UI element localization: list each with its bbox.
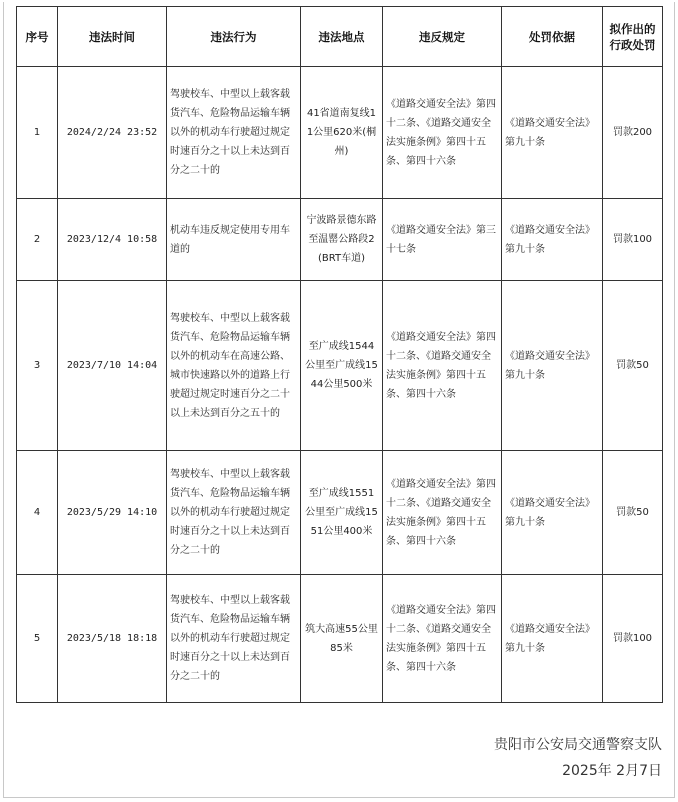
cell-basis: 《道路交通安全法》第九十条 bbox=[502, 199, 603, 281]
table-row bbox=[17, 281, 663, 451]
cell-regulation: 《道路交通安全法》第三十七条 bbox=[383, 199, 502, 281]
header-serial: 序号 bbox=[17, 7, 58, 67]
cell-behavior: 驾驶校车、中型以上载客载货汽车、危险物品运输车辆以外的机动车在高速公路、城市快速路以外的道路上行驶超过规定时速百分之二十以上未达到百分之五十的 bbox=[167, 281, 301, 451]
cell-penalty: 罚款50 bbox=[603, 281, 663, 451]
table-row bbox=[17, 575, 663, 703]
cell-location: 至广成线1551公里至广成线1551公里400米 bbox=[301, 451, 383, 575]
cell-penalty: 罚款100 bbox=[603, 575, 663, 703]
cell-basis: 《道路交通安全法》第九十条 bbox=[502, 575, 603, 703]
cell-behavior: 机动车违反规定使用专用车道的 bbox=[167, 199, 301, 281]
cell-serial: 3 bbox=[17, 281, 58, 451]
cell-time: 2023/5/29 14:10 bbox=[58, 451, 167, 575]
cell-serial: 5 bbox=[17, 575, 58, 703]
cell-location: 筑大高速55公里85米 bbox=[301, 575, 383, 703]
cell-time: 2023/7/10 14:04 bbox=[58, 281, 167, 451]
cell-location: 41省道南复线11公里620米(桐州) bbox=[301, 67, 383, 199]
cell-behavior: 驾驶校车、中型以上载客载货汽车、危险物品运输车辆以外的机动车行驶超过规定时速百分之十以上未达到百分之二十的 bbox=[167, 575, 301, 703]
issue-date: 2025年 2月7日 bbox=[562, 763, 662, 779]
cell-regulation: 《道路交通安全法》第四十二条、《道路交通安全法实施条例》第四十五条、第四十六条 bbox=[383, 281, 502, 451]
cell-behavior: 驾驶校车、中型以上载客载货汽车、危险物品运输车辆以外的机动车行驶超过规定时速百分之十以上未达到百分之二十的 bbox=[167, 67, 301, 199]
cell-basis: 《道路交通安全法》第九十条 bbox=[502, 281, 603, 451]
header-proposed-penalty: 拟作出的行政处罚 bbox=[603, 7, 663, 67]
header-violation-time: 违法时间 bbox=[58, 7, 167, 67]
table-header-row bbox=[17, 7, 663, 67]
table-row bbox=[17, 199, 663, 281]
cell-penalty: 罚款100 bbox=[603, 199, 663, 281]
cell-basis: 《道路交通安全法》第九十条 bbox=[502, 451, 603, 575]
cell-regulation: 《道路交通安全法》第四十二条、《道路交通安全法实施条例》第四十五条、第四十六条 bbox=[383, 451, 502, 575]
cell-regulation: 《道路交通安全法》第四十二条、《道路交通安全法实施条例》第四十五条、第四十六条 bbox=[383, 575, 502, 703]
cell-penalty: 罚款50 bbox=[603, 451, 663, 575]
violation-table bbox=[16, 6, 663, 703]
cell-serial: 4 bbox=[17, 451, 58, 575]
table-row bbox=[17, 67, 663, 199]
cell-time: 2024/2/24 23:52 bbox=[58, 67, 167, 199]
header-penalty-basis: 处罚依据 bbox=[502, 7, 603, 67]
cell-serial: 1 bbox=[17, 67, 58, 199]
cell-location: 宁波路景德东路至温罂公路段2(BRT车道) bbox=[301, 199, 383, 281]
cell-regulation: 《道路交通安全法》第四十二条、《道路交通安全法实施条例》第四十五条、第四十六条 bbox=[383, 67, 502, 199]
header-violation-location: 违法地点 bbox=[301, 7, 383, 67]
cell-behavior: 驾驶校车、中型以上载客载货汽车、危险物品运输车辆以外的机动车行驶超过规定时速百分之十以上未达到百分之二十的 bbox=[167, 451, 301, 575]
cell-penalty: 罚款200 bbox=[603, 67, 663, 199]
cell-location: 至广成线1544公里至广成线1544公里500米 bbox=[301, 281, 383, 451]
cell-serial: 2 bbox=[17, 199, 58, 281]
cell-time: 2023/5/18 18:18 bbox=[58, 575, 167, 703]
header-violation-behavior: 违法行为 bbox=[167, 7, 301, 67]
issuer-name: 贵阳市公安局交通警察支队 bbox=[494, 737, 662, 753]
table-row bbox=[17, 451, 663, 575]
header-violated-regulation: 违反规定 bbox=[383, 7, 502, 67]
cell-basis: 《道路交通安全法》第九十条 bbox=[502, 67, 603, 199]
cell-time: 2023/12/4 10:58 bbox=[58, 199, 167, 281]
